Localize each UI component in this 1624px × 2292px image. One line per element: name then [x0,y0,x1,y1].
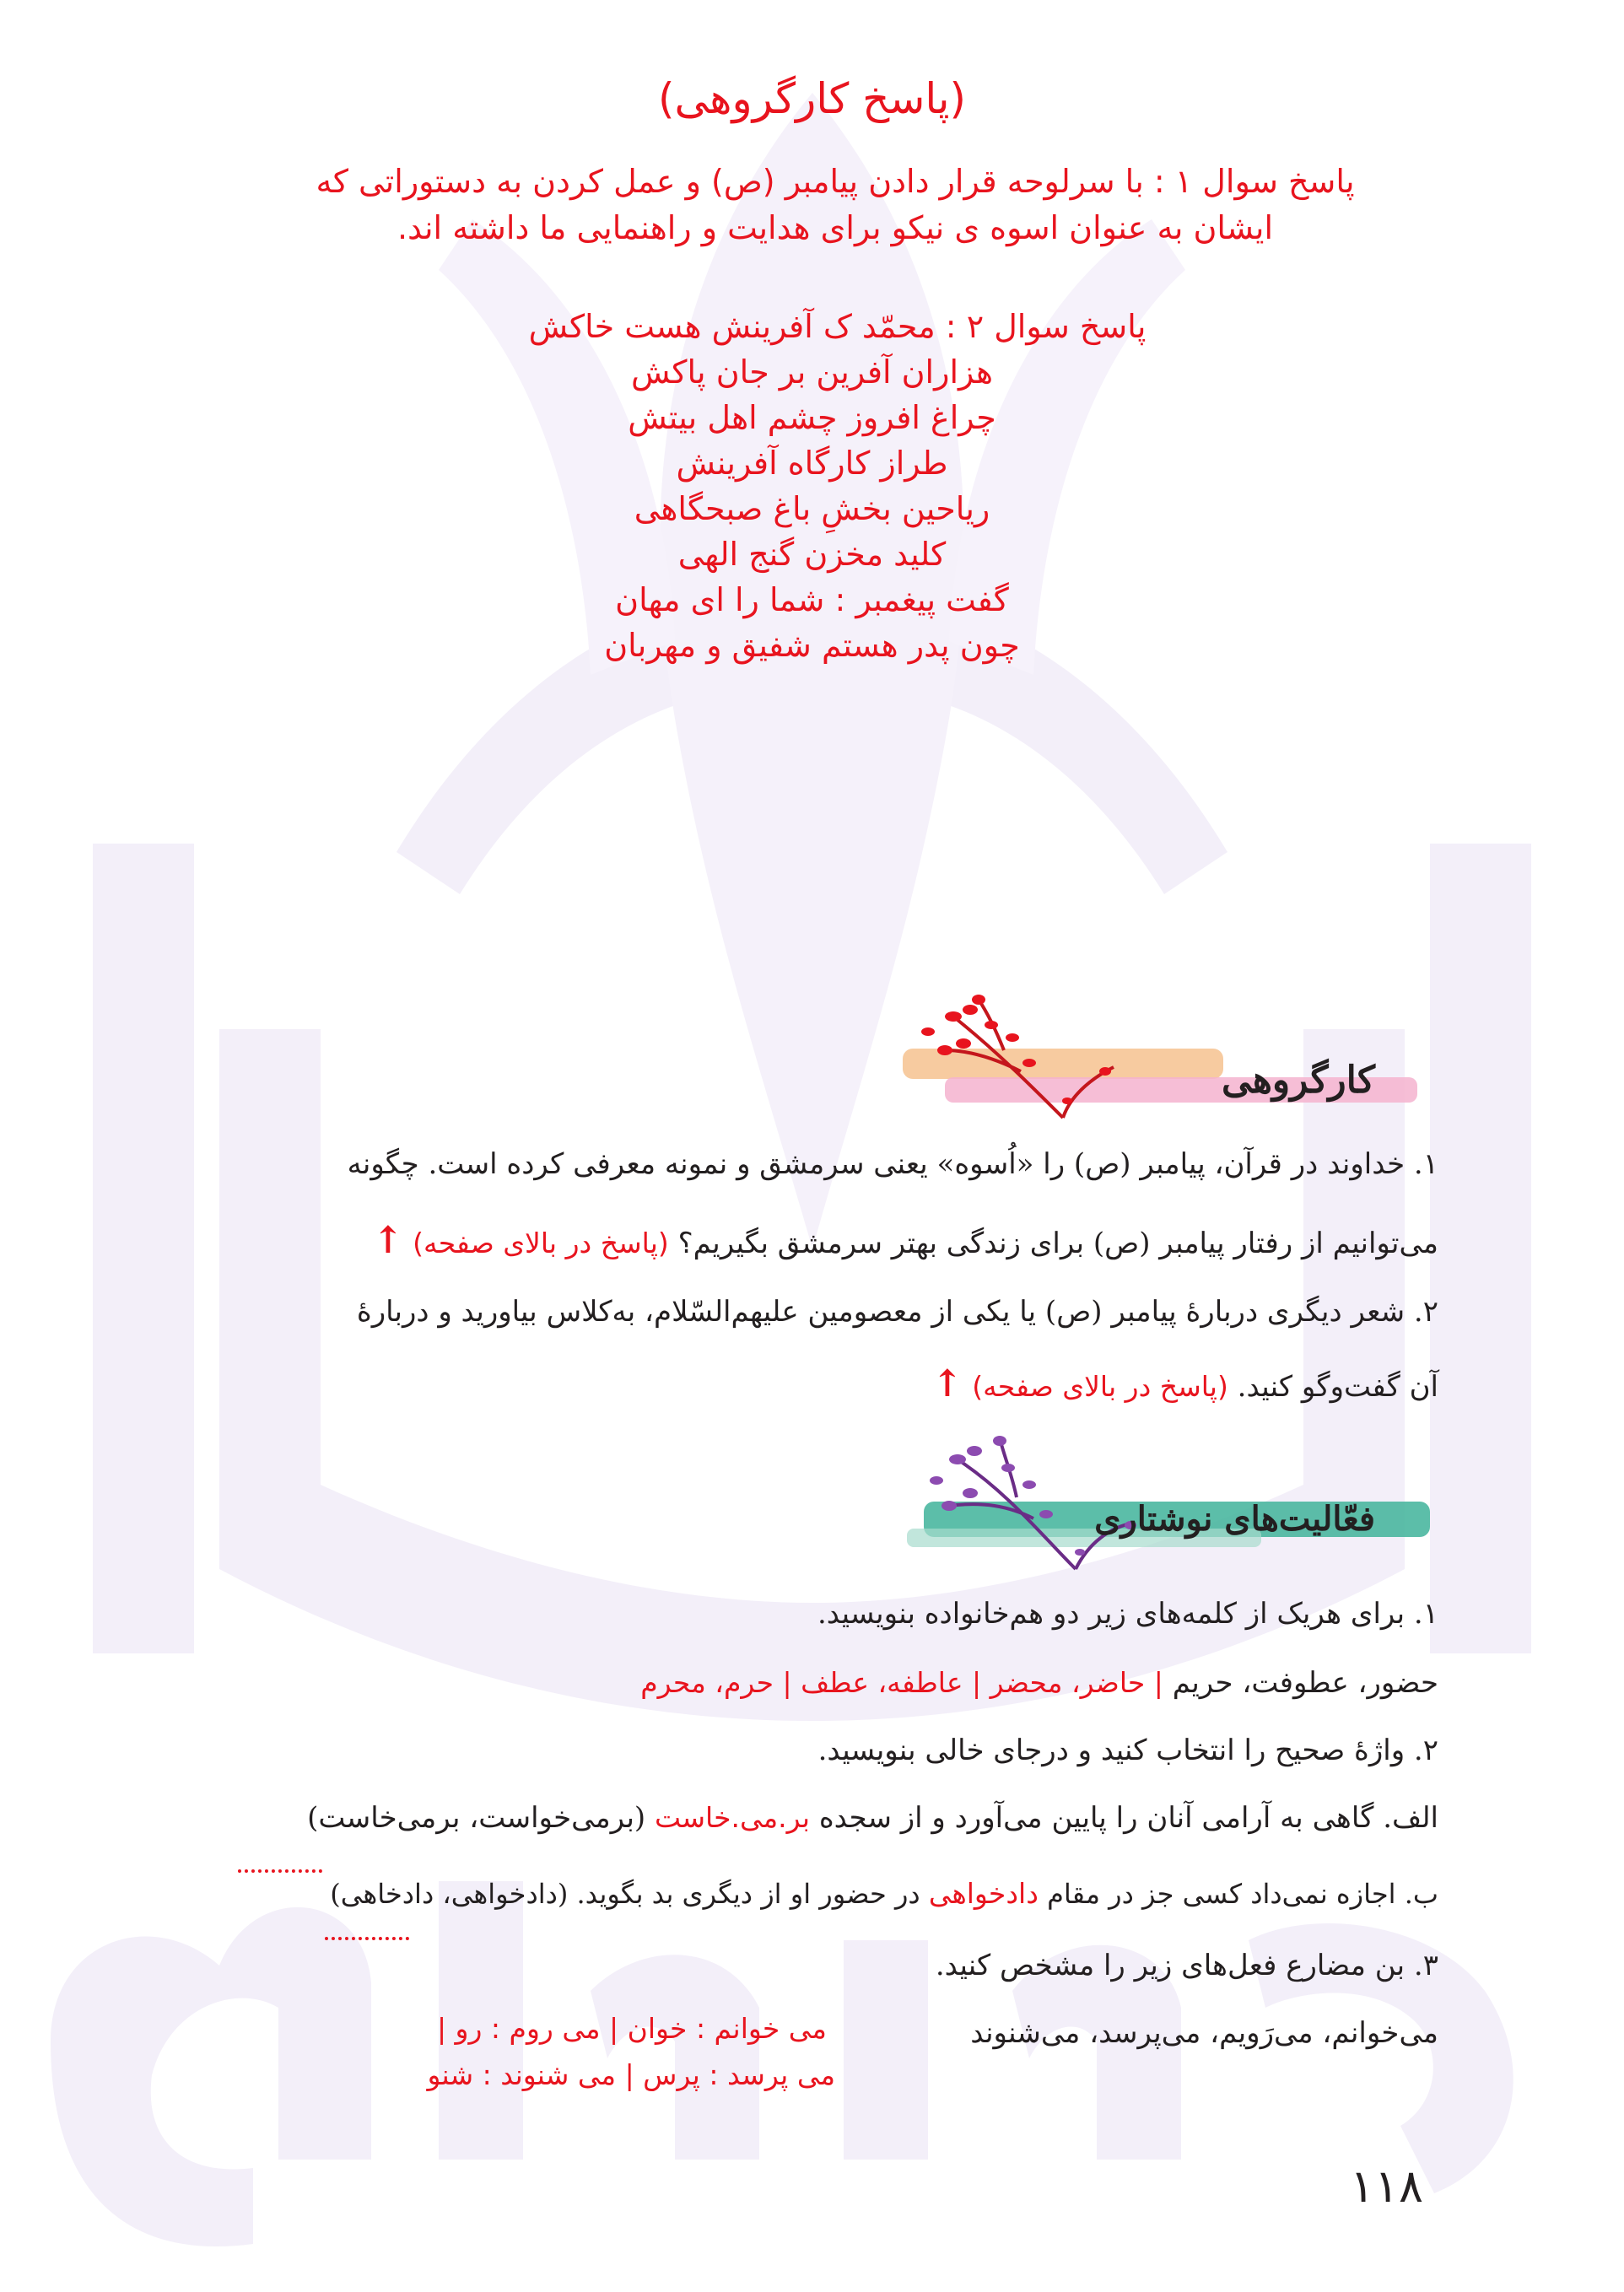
exercise-2b-text-before: ب. اجازه نمی‌داد کسی جز در مقام [1047,1878,1438,1910]
answer-1 [304,159,1367,251]
exercise-2a-answer: بر.می.خاست [654,1801,811,1834]
group-work-question-2-line-1: ۲. شعر دیگری دربارهٔ پیامبر (ص) یا یکی از معصومین علیهم‌السّلام، به‌کلاس بیاورید و دربارهٔ [356,1295,1438,1329]
exercise-1-prompt: ۱. برای هریک از کلمه‌های زیر دو هم‌خانواده بنویسید. [817,1597,1438,1631]
exercise-2a-text: الف. گاهی به آرامی آنان را پایین می‌آورد و از سجده [818,1801,1438,1835]
question-1-answer-ref: (پاسخ در بالای صفحه) [413,1227,669,1259]
poem-line: طراز کارگاه آفرینش [676,445,948,482]
exercise-3-words: می‌خوانم، می‌رَویم، می‌پرسد، می‌شنوند [970,2016,1438,2050]
exercise-2a-options: (برمی‌خواست، برمی‌خاست) [307,1801,646,1835]
poem-line: گفت پیغمبر : شما را ای مهان [615,581,1009,618]
exercise-1-line [169,1666,1438,1700]
exercise-3-answer-line-1: می خوانم : خوان | می روم : رو | [436,2012,827,2045]
answer-1-line-1: پاسخ سوال ۱ : با سرلوحه قرار دادن پیامبر (ص) و عمل کردن به دستوراتی که [316,163,1355,200]
exercise-1-words: حضور، عطوفت، حریم [1172,1666,1438,1700]
exercise-2b-options: (دادخواهی، دادخاهی) [330,1878,569,1910]
exercise-2b-answer: دادخواهی [928,1877,1039,1910]
exercise-2b-blank-dots [325,1932,409,1940]
answer-1-line-2: ایشان به عنوان اسوه ی نیکو برای هدایت و راهنمایی ما داشته اند. [397,209,1274,246]
question-2-answer-ref: (پاسخ در بالای صفحه) [972,1370,1228,1403]
group-work-question-1-line-1: ۱. خداوند در قرآن، پیامبر (ص) را «اُسوه» یعنی سرمشق و نمونه معرفی کرده است. چگونه [347,1147,1438,1181]
group-work-question-1-line-2 [169,1219,1438,1262]
answer-2-poem [0,304,1624,668]
exercise-2-prompt: ۲. واژهٔ صحیح را انتخاب کنید و درجای خالی بنویسید. [817,1734,1438,1767]
poem-line: هزاران آفرین بر جان پاکش [630,353,994,391]
poem-line: پاسخ سوال ۲ : محمّد ک آفرینش هست خاکش [528,308,1147,345]
exercise-2a-blank-dots [238,1864,322,1873]
writing-title: فعّالیت‌های نوشتاری [1094,1499,1375,1539]
poem-line: کلید مخزن گنج الهی [677,536,947,573]
exercise-3-answer-line-2: می پرسد : پرس | می شنوند : شنو [427,2058,835,2091]
poem-line: ریاحین بخشِ باغ صبحگاهی [634,490,990,527]
group-work-title: کارگروهی [1222,1059,1375,1102]
up-arrow-icon: ↑ [372,1219,404,1262]
exercise-1-answer: | حاضر، محضر | عاطفه، عطف | حرم، محرم [640,1666,1163,1699]
poem-line: چون پدر هستم شفیق و مهربان [604,627,1020,664]
exercise-2b-text-after: در حضور او از دیگری بد بگوید. [576,1878,920,1910]
group-work-question-2-line-2 [169,1362,1438,1405]
question-1-text: می‌توانیم از رفتار پیامبر (ص) برای زندگی بهتر سرمشق بگیریم؟ [677,1227,1438,1260]
answer-title: (پاسخ کارگروهی) [658,74,966,123]
exercise-3-prompt: ۳. بن مضارع فعل‌های زیر را مشخص کنید. [935,1949,1438,1982]
question-2-text: آن گفت‌وگو کنید. [1237,1370,1438,1404]
exercise-2a-line [143,1801,1438,1835]
page-number: ۱۱۸ [1350,2160,1424,2213]
up-arrow-icon: ↑ [931,1362,963,1405]
poem-line: چراغ افروز چشم اهل بیتش [628,399,996,436]
exercise-2b-line [143,1877,1438,1910]
